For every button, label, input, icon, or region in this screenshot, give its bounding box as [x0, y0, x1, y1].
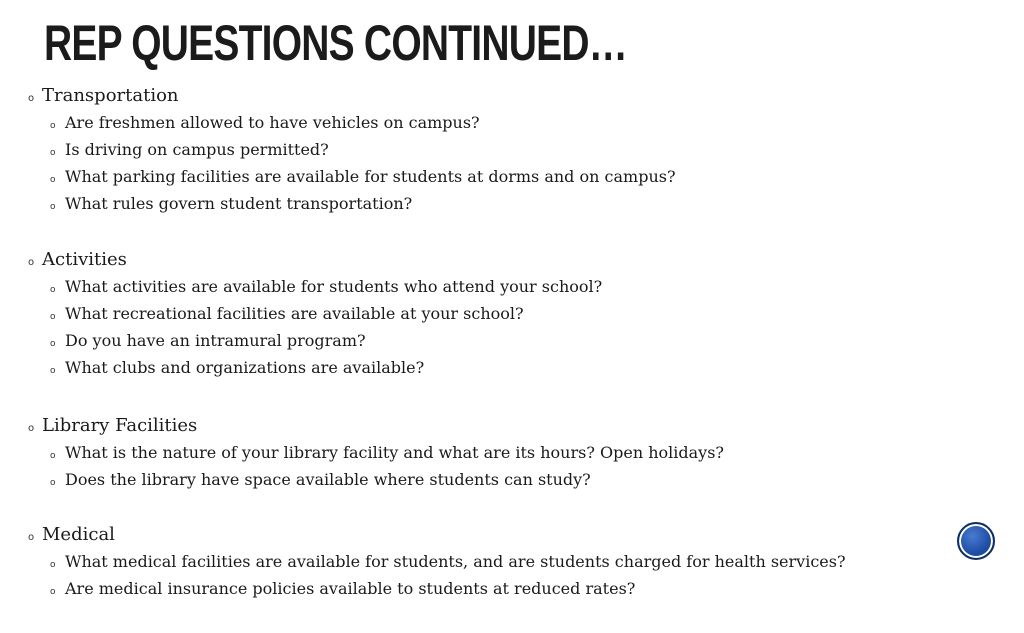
bullet-icon: o: [50, 478, 56, 488]
list-item: [50, 356, 988, 383]
item-text: What medical facilities are available for students, and are students charged for health services?: [65, 552, 846, 571]
bullet-icon: o: [28, 423, 35, 434]
bullet-icon: o: [50, 202, 56, 212]
heading-text: Library Facilities: [42, 415, 198, 436]
bullet-icon: o: [50, 121, 56, 131]
item-text: Are freshmen allowed to have vehicles on campus?: [65, 113, 480, 132]
slide-title: REP QUESTIONS CONTINUED…: [44, 15, 627, 71]
bullet-icon: o: [50, 366, 56, 376]
item-text: What recreational facilities are available at your school?: [65, 304, 524, 323]
section-transportation: [28, 84, 988, 219]
bullet-icon: o: [50, 587, 56, 597]
bullet-icon: o: [28, 93, 35, 104]
heading-text: Activities: [42, 249, 127, 270]
item-text: Does the library have space available where students can study?: [65, 470, 591, 489]
section-library-facilities: [28, 414, 988, 495]
item-text: What is the nature of your library facility and what are its hours? Open holidays?: [65, 443, 724, 462]
bullet-icon: o: [50, 175, 56, 185]
section-medical: [28, 523, 988, 604]
bullet-icon: o: [50, 339, 56, 349]
bullet-icon: o: [28, 257, 35, 268]
section-heading: [28, 84, 988, 111]
bullet-icon: o: [50, 148, 56, 158]
section-heading: [28, 248, 988, 275]
section-activities: [28, 248, 988, 383]
item-text: What activities are available for students who attend your school?: [65, 277, 603, 296]
heading-text: Transportation: [42, 85, 179, 106]
section-heading: [28, 414, 988, 441]
bullet-icon: o: [50, 285, 56, 295]
list-item: [50, 441, 988, 468]
slide-nav-button[interactable]: [957, 522, 995, 560]
list-item: [50, 577, 988, 604]
list-item: [50, 468, 988, 495]
list-item: [50, 550, 988, 577]
item-text: What rules govern student transportation?: [65, 194, 413, 213]
list-item: [50, 329, 988, 356]
bullet-icon: o: [50, 451, 56, 461]
list-item: [50, 111, 988, 138]
list-item: [50, 302, 988, 329]
heading-text: Medical: [42, 524, 115, 545]
item-text: Is driving on campus permitted?: [65, 140, 329, 159]
slide-content: [28, 84, 988, 633]
bullet-icon: o: [28, 532, 35, 543]
item-text: What parking facilities are available for students at dorms and on campus?: [65, 167, 676, 186]
item-text: Are medical insurance policies available to students at reduced rates?: [65, 579, 636, 598]
section-heading: [28, 523, 988, 550]
list-item: [50, 165, 988, 192]
list-item: [50, 275, 988, 302]
item-text: Do you have an intramural program?: [65, 331, 366, 350]
item-text: What clubs and organizations are available?: [65, 358, 425, 377]
bullet-icon: o: [50, 312, 56, 322]
list-item: [50, 192, 988, 219]
list-item: [50, 138, 988, 165]
bullet-icon: o: [50, 560, 56, 570]
